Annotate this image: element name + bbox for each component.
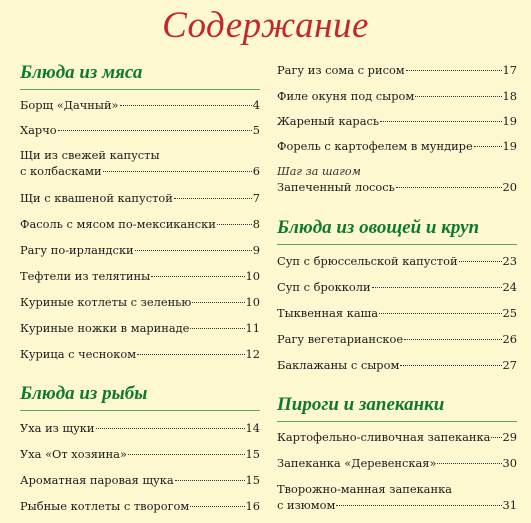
leader-dots: [192, 302, 244, 303]
toc-entry[interactable]: [20, 498, 260, 514]
section-divider: [277, 244, 517, 245]
entry-page: 19: [502, 139, 517, 153]
entry-name: Рыбные котлеты с творогом: [20, 499, 190, 513]
leader-dots: [174, 198, 252, 199]
leader-dots: [96, 428, 245, 429]
entry-page: 25: [502, 306, 517, 320]
entry-page: 10: [245, 269, 260, 283]
entry-page: 6: [252, 164, 260, 178]
entry-name: Щи с квашеной капустой: [20, 191, 173, 205]
toc-entry[interactable]: [20, 97, 260, 113]
entry-subtitle: Шаг за шагом: [277, 165, 361, 178]
toc-entry[interactable]: [20, 242, 260, 258]
leader-dots: [190, 328, 244, 329]
entry-name: Уха из щуки: [20, 421, 95, 435]
leader-dots: [491, 437, 501, 438]
entry-page: 24: [502, 280, 517, 294]
toc-entry[interactable]: [20, 294, 260, 310]
entry-page: 15: [245, 473, 260, 487]
entry-name: Борщ «Дачный»: [20, 98, 119, 112]
entry-name: Рагу по-ирландски: [20, 243, 134, 257]
leader-dots: [103, 171, 252, 172]
entry-name: Филе окуня под сыром: [277, 89, 415, 103]
leader-dots: [400, 365, 501, 366]
leader-dots: [336, 505, 501, 506]
toc-entry[interactable]: [277, 305, 517, 321]
entry-name-line1: Щи из свежей капусты: [20, 148, 160, 162]
leader-dots: [120, 105, 252, 106]
entry-page: 12: [245, 347, 260, 361]
toc-entry[interactable]: [277, 357, 517, 373]
entry-name: Куриные котлеты с зеленью: [20, 295, 192, 309]
toc-entry[interactable]: [20, 216, 260, 232]
entry-page: 5: [252, 123, 260, 137]
leader-dots: [380, 121, 501, 122]
entry-page: 17: [502, 63, 517, 77]
toc-entry[interactable]: [20, 147, 260, 179]
entry-name: Ароматная паровая щука: [20, 473, 174, 487]
section-divider: [20, 410, 260, 411]
entry-name: Жареный карась: [277, 114, 380, 128]
entry-name: Картофельно-сливочная запеканка: [277, 430, 491, 444]
entry-page: 9: [252, 243, 260, 257]
entry-page: 30: [502, 456, 517, 470]
toc-entry[interactable]: [20, 320, 260, 336]
section-title-meat: Блюда из мяса: [20, 62, 143, 83]
entry-page: 27: [502, 358, 517, 372]
toc-entry[interactable]: [20, 420, 260, 436]
leader-dots: [459, 261, 502, 262]
entry-page: 4: [252, 98, 260, 112]
page-title: Содержание: [162, 5, 369, 46]
leader-dots: [217, 224, 252, 225]
leader-dots: [190, 506, 244, 507]
entry-name-line1: Творожно-манная запеканка: [277, 482, 452, 496]
leader-dots: [396, 187, 502, 188]
toc-entry[interactable]: [277, 455, 517, 471]
section-title-pies: Пироги и запеканки: [277, 394, 445, 415]
toc-entry[interactable]: [277, 331, 517, 347]
leader-dots: [128, 454, 245, 455]
entry-name: Баклажаны с сыром: [277, 358, 400, 372]
toc-entry[interactable]: [277, 253, 517, 269]
entry-name: Фасоль с мясом по-мексикански: [20, 217, 216, 231]
entry-name: Курица с чесноком: [20, 347, 137, 361]
toc-entry[interactable]: [20, 190, 260, 206]
entry-name: Запеченный лосось: [277, 180, 395, 194]
toc-entry[interactable]: [277, 88, 517, 104]
leader-dots: [58, 130, 252, 131]
entry-page: 8: [252, 217, 260, 231]
toc-entry[interactable]: [20, 446, 260, 462]
entry-name: с изюмом: [277, 498, 336, 512]
leader-dots: [415, 96, 501, 97]
toc-entry[interactable]: [20, 472, 260, 488]
entry-name: Суп с брокколи: [277, 280, 371, 294]
entry-page: 29: [502, 430, 517, 444]
entry-name: Тефтели из телятины: [20, 269, 151, 283]
entry-name: Рагу из сома с рисом: [277, 63, 405, 77]
entry-name: Уха «От хозяина»: [20, 447, 127, 461]
leader-dots: [474, 146, 502, 147]
toc-entry[interactable]: [20, 268, 260, 284]
leader-dots: [406, 70, 502, 71]
entry-page: 14: [245, 421, 260, 435]
entry-page: 31: [502, 498, 517, 512]
entry-page: 16: [245, 499, 260, 513]
toc-entry[interactable]: [277, 429, 517, 445]
entry-page: 15: [245, 447, 260, 461]
toc-entry[interactable]: [277, 481, 517, 513]
entry-page: 10: [245, 295, 260, 309]
entry-name: Суп с брюссельской капустой: [277, 254, 458, 268]
entry-page: 23: [502, 254, 517, 268]
leader-dots: [372, 287, 502, 288]
toc-entry[interactable]: [277, 138, 517, 154]
entry-page: 7: [252, 191, 260, 205]
section-divider: [20, 89, 260, 90]
section-title-vegetables: Блюда из овощей и круп: [277, 217, 480, 238]
entry-name: Куриные ножки в маринаде: [20, 321, 190, 335]
entry-page: 26: [502, 332, 517, 346]
entry-page: 18: [502, 89, 517, 103]
section-title-fish: Блюда из рыбы: [20, 383, 148, 404]
leader-dots: [135, 250, 252, 251]
entry-name: Рагу вегетарианское: [277, 332, 404, 346]
leader-dots: [379, 313, 501, 314]
section-divider: [277, 421, 517, 422]
entry-page: 11: [245, 321, 260, 335]
leader-dots: [404, 339, 501, 340]
toc-entry[interactable]: [277, 62, 517, 78]
leader-dots: [151, 276, 244, 277]
entry-name: Харчо: [20, 123, 57, 137]
toc-entry[interactable]: [277, 279, 517, 295]
toc-entry[interactable]: [277, 164, 517, 195]
entry-name: Запеканка «Деревенская»: [277, 456, 437, 470]
leader-dots: [137, 354, 244, 355]
entry-name: Форель с картофелем в мундире: [277, 139, 473, 153]
leader-dots: [437, 463, 501, 464]
toc-entry[interactable]: [20, 122, 260, 138]
toc-entry[interactable]: [277, 113, 517, 129]
entry-page: 20: [502, 180, 517, 194]
entry-page: 19: [502, 114, 517, 128]
leader-dots: [175, 480, 245, 481]
toc-entry[interactable]: [20, 346, 260, 362]
entry-name: Тыквенная каша: [277, 306, 379, 320]
entry-name: с колбасками: [20, 164, 102, 178]
